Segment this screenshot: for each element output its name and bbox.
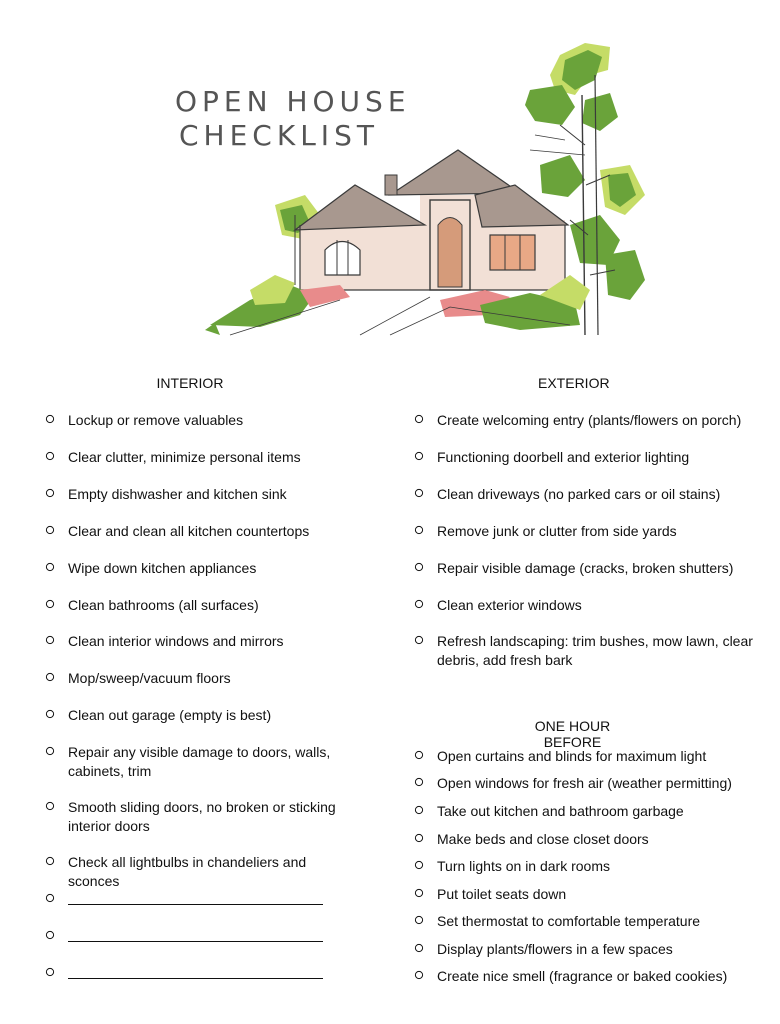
checkbox-circle-icon[interactable]: [44, 966, 56, 978]
checkbox-circle-icon[interactable]: [44, 892, 56, 904]
exterior-item: [413, 411, 758, 430]
checkbox-circle-icon[interactable]: [413, 634, 425, 646]
interior-item-label: Mop/sweep/vacuum floors: [68, 670, 231, 686]
house: [295, 150, 568, 290]
checkbox-circle-icon[interactable]: [44, 524, 56, 536]
one-hour-before-item-label: Set thermostat to comfortable temperature: [437, 913, 701, 929]
blank-write-in-line[interactable]: [68, 964, 323, 979]
checkbox-circle-icon[interactable]: [44, 671, 56, 683]
one-hour-before-item: [413, 830, 758, 849]
interior-item: [44, 559, 344, 578]
checkbox-circle-icon[interactable]: [413, 942, 425, 954]
interior-blank-item: [44, 964, 344, 979]
blank-write-in-line[interactable]: [68, 890, 323, 905]
interior-item: [44, 853, 344, 891]
exterior-heading: EXTERIOR: [538, 375, 610, 391]
checkbox-circle-icon[interactable]: [413, 859, 425, 871]
interior-item-label: Clean bathrooms (all surfaces): [68, 597, 259, 613]
exterior-item-label: Clean exterior windows: [437, 597, 582, 613]
exterior-item: [413, 448, 758, 467]
one-hour-before-item-label: Open curtains and blinds for maximum light: [437, 748, 707, 764]
checkbox-circle-icon[interactable]: [44, 800, 56, 812]
exterior-item-label: Repair visible damage (cracks, broken shutters): [437, 560, 734, 576]
one-hour-before-item: [413, 885, 758, 904]
one-hour-before-item: [413, 857, 758, 876]
one-hour-before-item-label: Display plants/flowers in a few spaces: [437, 941, 673, 957]
title-line-2: CHECKLIST: [179, 118, 379, 152]
interior-item-label: Wipe down kitchen appliances: [68, 560, 257, 576]
checkbox-circle-icon[interactable]: [413, 561, 425, 573]
checkbox-circle-icon[interactable]: [44, 855, 56, 867]
checkbox-circle-icon[interactable]: [413, 887, 425, 899]
exterior-item-label: Remove junk or clutter from side yards: [437, 523, 677, 539]
interior-item-label: Smooth sliding doors, no broken or sticking interior doors: [68, 799, 336, 834]
interior-item: [44, 448, 344, 467]
exterior-item: [413, 596, 758, 615]
checkbox-circle-icon[interactable]: [44, 745, 56, 757]
interior-item: [44, 522, 344, 541]
interior-item: [44, 798, 344, 836]
exterior-item: [413, 632, 758, 670]
blank-write-in-line[interactable]: [68, 927, 323, 942]
interior-item-label: Clean interior windows and mirrors: [68, 633, 284, 649]
one-hour-before-item-label: Open windows for fresh air (weather permitting): [437, 775, 732, 791]
exterior-item: [413, 559, 758, 578]
interior-item-label: Check all lightbulbs in chandeliers and sconces: [68, 854, 307, 889]
interior-item: [44, 669, 344, 688]
one-hour-before-item: [413, 940, 758, 959]
checkbox-circle-icon[interactable]: [44, 929, 56, 941]
checkbox-circle-icon[interactable]: [413, 598, 425, 610]
interior-item: [44, 596, 344, 615]
one-hour-before-item: [413, 747, 758, 766]
exterior-item: [413, 485, 758, 504]
checkbox-circle-icon[interactable]: [44, 413, 56, 425]
one-hour-before-item-label: Make beds and close closet doors: [437, 831, 649, 847]
interior-item: [44, 632, 344, 651]
interior-item: [44, 743, 344, 781]
checkbox-circle-icon[interactable]: [413, 914, 425, 926]
title-line-1: OPEN HOUSE: [175, 85, 411, 118]
checkbox-circle-icon[interactable]: [413, 804, 425, 816]
checkbox-circle-icon[interactable]: [413, 450, 425, 462]
exterior-item: [413, 522, 758, 541]
exterior-item-label: Clean driveways (no parked cars or oil stains): [437, 486, 721, 502]
checkbox-circle-icon[interactable]: [44, 561, 56, 573]
interior-item: [44, 706, 344, 725]
checkbox-circle-icon[interactable]: [44, 708, 56, 720]
checkbox-circle-icon[interactable]: [44, 487, 56, 499]
exterior-item-label: Refresh landscaping: trim bushes, mow lawn, clear debris, add fresh bark: [437, 633, 753, 668]
interior-item-label: Clear clutter, minimize personal items: [68, 449, 301, 465]
one-hour-before-item-label: Take out kitchen and bathroom garbage: [437, 803, 684, 819]
one-hour-before-item: [413, 802, 758, 821]
interior-item: [44, 411, 344, 430]
checkbox-circle-icon[interactable]: [413, 776, 425, 788]
interior-blank-item: [44, 927, 344, 942]
checkbox-circle-icon[interactable]: [44, 450, 56, 462]
checkbox-circle-icon[interactable]: [413, 749, 425, 761]
interior-heading: INTERIOR: [156, 375, 224, 391]
one-hour-before-item-label: Put toilet seats down: [437, 886, 567, 902]
interior-item-label: Repair any visible damage to doors, walls, cabinets, trim: [68, 744, 331, 779]
interior-blank-item: [44, 890, 344, 905]
one-hour-before-item: [413, 774, 758, 793]
one-hour-before-item: [413, 912, 758, 931]
one-hour-before-item: [413, 967, 758, 986]
checkbox-circle-icon[interactable]: [413, 524, 425, 536]
interior-item: [44, 485, 344, 504]
checkbox-circle-icon[interactable]: [413, 487, 425, 499]
checkbox-circle-icon[interactable]: [44, 634, 56, 646]
checkbox-circle-icon[interactable]: [44, 598, 56, 610]
checkbox-circle-icon[interactable]: [413, 413, 425, 425]
interior-item-label: Clean out garage (empty is best): [68, 707, 272, 723]
one-hour-before-item-label: Create nice smell (fragrance or baked cookies): [437, 968, 728, 984]
one-hour-before-item-label: Turn lights on in dark rooms: [437, 858, 610, 874]
checkbox-circle-icon[interactable]: [413, 832, 425, 844]
interior-item-label: Clear and clean all kitchen countertops: [68, 523, 310, 539]
interior-item-label: Lockup or remove valuables: [68, 412, 244, 428]
interior-item-label: Empty dishwasher and kitchen sink: [68, 486, 287, 502]
exterior-item-label: Functioning doorbell and exterior lighting: [437, 449, 690, 465]
one-hour-before-heading: ONE HOUR BEFORE: [534, 718, 611, 750]
checkbox-circle-icon[interactable]: [413, 969, 425, 981]
exterior-item-label: Create welcoming entry (plants/flowers on porch): [437, 412, 742, 428]
house-illustration: [190, 35, 660, 345]
